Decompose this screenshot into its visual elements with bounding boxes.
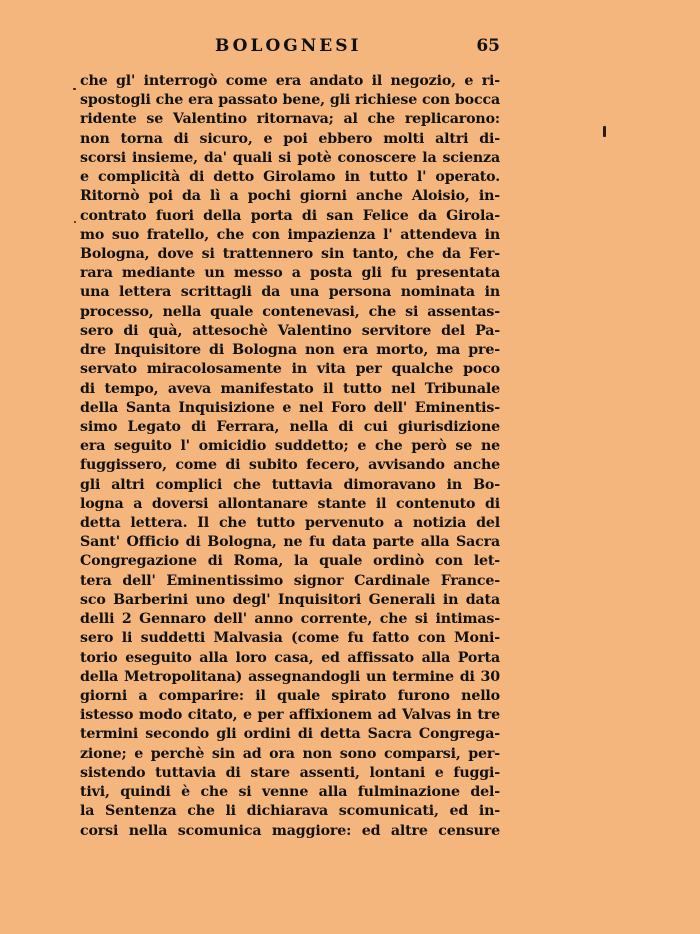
text-line: Bologna, dove si trattennero sin tanto, che da Fer-: [80, 245, 500, 262]
text-line: delli 2 Gennaro dell' anno corrente, che si intimas-: [80, 611, 500, 628]
text-line: contrato fuori della porta di san Felice da Girola-: [80, 207, 500, 224]
text-line: sistendo tuttavia di stare assenti, lontani e fuggi-: [80, 764, 500, 781]
text-line: tivi, quindi è che si venne alla fulminazione del-: [80, 784, 500, 801]
running-head: [80, 36, 500, 64]
text-line: fuggissero, come di subito fecero, avvisando anche: [80, 457, 500, 474]
ink-speck: [603, 126, 606, 137]
text-line: della Metropolitana) assegnandogli un termine di 30: [80, 668, 500, 685]
text-line: logna a doversi allontanare stante il contenuto di: [80, 495, 500, 512]
ink-speck: [74, 221, 76, 223]
text-line: Sant' Officio di Bologna, ne fu data parte alla Sacra: [80, 534, 500, 551]
text-line: sero li suddetti Malvasia (come fu fatto con Moni-: [80, 630, 500, 647]
page-number: 65: [476, 36, 500, 56]
text-line: zione; e perchè sin ad ora non sono comparsi, per-: [80, 745, 500, 762]
text-line: una lettera scrittagli da una persona nominata in: [80, 284, 500, 301]
text-line: servato miracolosamente in vita per qualche poco: [80, 361, 500, 378]
text-line: detta lettera. Il che tutto pervenuto a notizia del: [80, 515, 500, 532]
text-line: torio eseguito alla loro casa, ed affissato alla Porta: [80, 649, 500, 666]
text-line: spostogli che era passato bene, gli richiese con bocca: [80, 92, 500, 109]
text-line: mo suo fratello, che con impazienza l' attendeva in: [80, 226, 500, 243]
running-title: BOLOGNESI: [215, 36, 362, 56]
text-line: processo, nella quale contenevasi, che si assentas-: [80, 303, 500, 320]
text-line: Ritornò poi da lì a pochi giorni anche Aloisio, in-: [80, 188, 500, 205]
text-line: istesso modo citato, e per affixionem ad Valvas in tre: [80, 707, 500, 724]
text-line: e complicità di detto Girolamo in tutto l' operato.: [80, 169, 500, 186]
text-line: termini secondo gli ordini di detta Sacra Congrega-: [80, 726, 500, 743]
text-line: tera dell' Eminentissimo signor Cardinale France-: [80, 572, 500, 589]
text-line: corsi nella scomunica maggiore: ed altre censure: [80, 822, 500, 839]
text-line: che gl' interrogò come era andato il negozio, e ri-: [80, 73, 500, 89]
text-line: simo Legato di Ferrara, nella di cui giurisdizione: [80, 418, 500, 435]
text-line: giorni a comparire: il quale spirato furono nello: [80, 688, 500, 704]
text-line: era seguito l' omicidio suddetto; e che però se ne: [80, 438, 500, 455]
text-line: Congregazione di Roma, la quale ordinò con let-: [80, 553, 500, 570]
text-line: di tempo, aveva manifestato il tutto nel Tribunale: [80, 380, 500, 397]
text-line: della Santa Inquisizione e nel Foro dell' Eminentis-: [80, 399, 500, 416]
text-line: sco Barberini uno degl' Inquisitori Generali in data: [80, 591, 500, 608]
text-line: rara mediante un messo a posta gli fu presentata: [80, 265, 500, 282]
text-line: gli altri complici che tuttavia dimoravano in Bo-: [80, 476, 500, 493]
text-line: non torna di sicuro, e poi ebbero molti altri di-: [80, 130, 500, 147]
ink-speck: [73, 88, 76, 90]
body-text: [80, 72, 500, 841]
text-line: scorsi insieme, da' quali si potè conoscere la scienza: [80, 149, 500, 166]
text-line: sero di quà, attesochè Valentino servitore del Pa-: [80, 322, 500, 339]
text-line: dre Inquisitore di Bologna non era morto, ma pre-: [80, 342, 500, 359]
text-line: ridente se Valentino ritornava; al che replicarono:: [80, 111, 500, 128]
text-line: la Sentenza che li dichiarava scomunicati, ed in-: [80, 803, 500, 820]
